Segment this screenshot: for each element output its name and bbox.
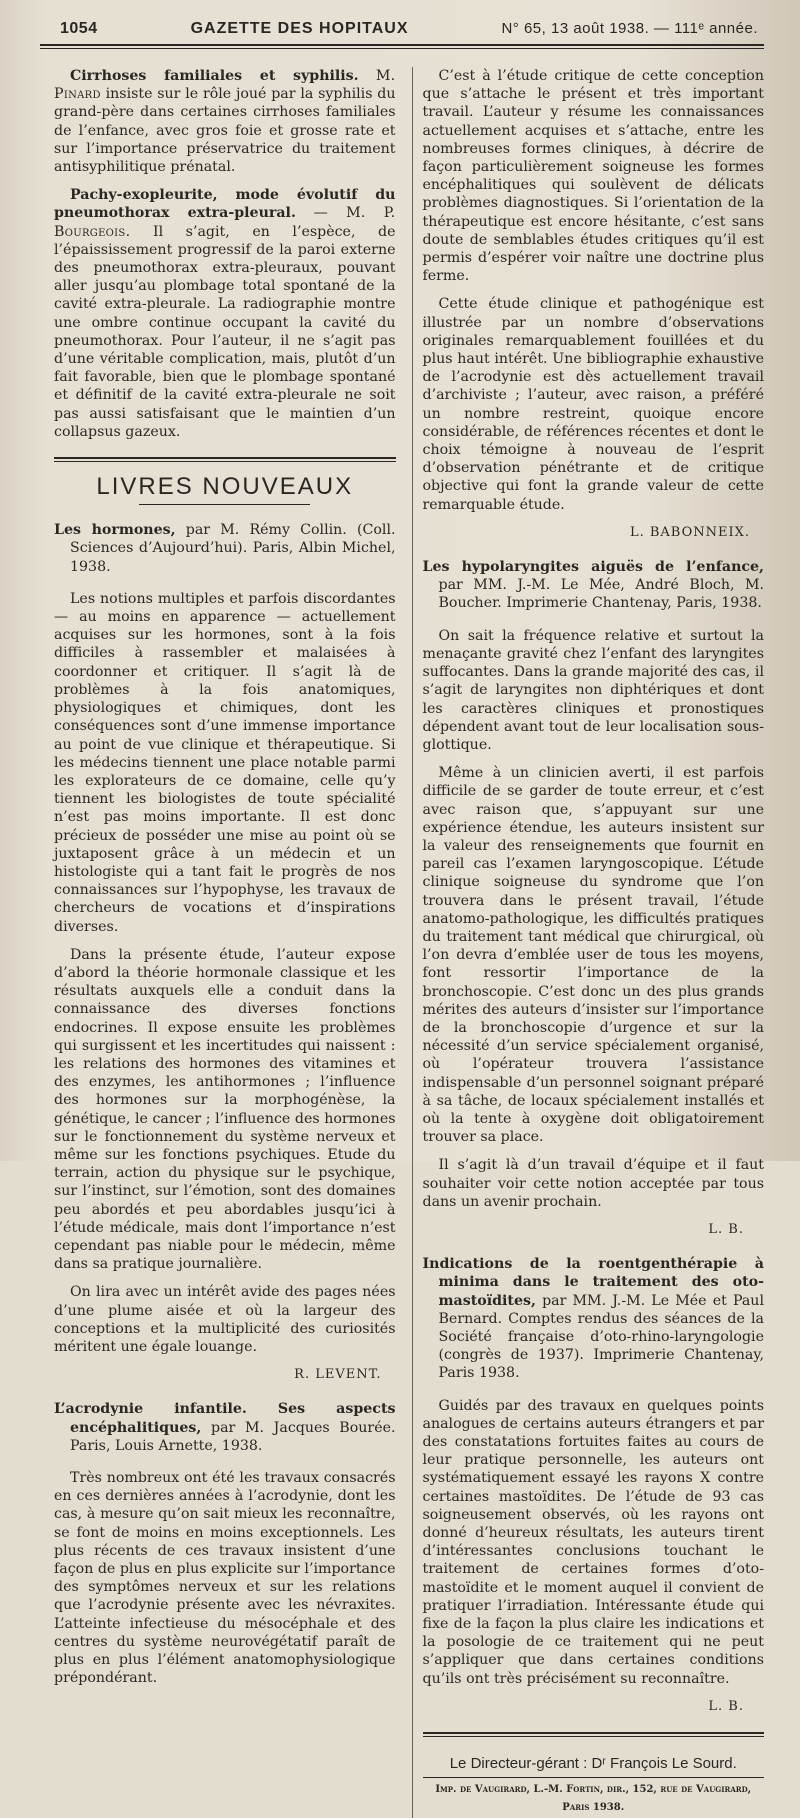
page-header [40, 20, 764, 44]
review-paragraph: Même à un clinicien averti, il est parfois difficile de se garder de toute erreur, et c’est avec raison que, s’appuyant sur une expérience étendue, les auteurs insistent sur la valeur des renseignements que fournit en pareil cas l’examen laryngoscopique. L’étude clinique soigneuse du syndrome que l’on trouvera dans le présent travail, l’étude anatomo-pathologique, les difficultés pratiques du traitement tant médical que chirurgical, où l’on devra d’emblée user de tous les moyens, font ressortir l’importance de la bronchoscopie. C’est donc un des plus grands mérites des auteurs d’insister sur l’importance de la bronchoscopie d’urgence et sur la nécessité d’un service spécialement organisé, où l’opérateur trouvera l’assistance indispensable d’un personnel soignant préparé à sa tâche, de locaux spécialement installés et où la tente à oxygène doit obligatoirement trouver sa place. [422, 765, 764, 1146]
review-paragraph: Il s’agit là d’un travail d’équipe et il faut souhaiter voir cette notion acceptée par tous dans un avenir prochain. [422, 1157, 764, 1210]
review-signature: L. BABONNEIX. [629, 524, 750, 540]
review-paragraph: Les notions multiples et parfois discordantes — au moins en apparence — actuellement acquises sur les hormones, sont à la fois difficiles à rassembler et malaisées à coordonner et critiquer. Il s’agit là de problèmes à la fois anatomiques, physiologiques et chimiques, dont les conséquences sont d’une immense importance au point de vue clinique et thérapeutique. Si les médecins tiennent une place notable parmi les explorateurs de ce domaine, celle qu’y tiennent les biologistes de toute spécialité n’est pas moins importante. Il est donc précieux de posséder une mise au point où se juxtaposent grâce à un médecin et un histologiste qui a tant fait le progrès de nos connaissances sur l’hypophyse, les travaux de chercheurs de vocations et d’inspirations diverses. [54, 590, 396, 935]
book-ref-text: par MM. J.-M. Le Mée et Paul Bernard. Comptes rendus des séances de la Société française d’oto-rhino-laryngologie (congrès de 1937). Imprimerie Chantenay, Paris 1938. [438, 1292, 764, 1382]
book-reference [423, 558, 765, 613]
review-signature: L. B. [708, 1698, 744, 1714]
review-paragraph: Guidés par des travaux en quelques points analogues de certains auteurs étrangers et par des constatations fortuites faites au cours de leur pratique personnelle, les auteurs ont systématiquement essayé les rayons X contre certaines mastoïdites. De l’étude de 93 cas soigneusement observés, où les rayons ont donné d’heureux résultats, les auteurs tirent d’intéressantes conclusions touchant le traitement de certaines formes d’oto-mastoïdite et le moment auquel il convient de pratiquer l’irradiation. Intéressante étude qui fixe de la façon la plus claire les indications et la posologie de ce traitement qui ne peut s’appliquer que dans certaines conditions qu’ils ont très précisément su reconnaître. [422, 1397, 764, 1687]
review-paragraph: On lira avec un intérêt avide des pages nées d’une plume aisée et où la largeur des conceptions et la multiplicité des curiosités méritent une égale louange. [54, 1284, 396, 1355]
article-body: insiste sur le rôle joué par la syphilis du grand-père dans certaines cirrhoses familiales de l’enfance, avec gros foie et grosse rate et sur l’importance préservatrice du traitement antisyphilitique prénatal. [54, 86, 396, 176]
footer-rule [423, 1732, 765, 1737]
header-rule [40, 44, 764, 49]
book-title: Les hypolaryngites aiguës de l’enfance, [422, 559, 764, 576]
book-reference [423, 1255, 765, 1382]
review-paragraph: On sait la fréquence relative et surtout la menaçante gravité chez l’enfant des laryngites suffocantes. Dans la grande majorité des cas, il s’agit de laryngites non diphtériques et dont les caractères cliniques et pronostiques dépendent avant tout de leur localisation sous-glottique. [422, 627, 764, 753]
book-ref-text: par M. Jacques Bourée. Paris, Louis Arnette, 1938. [70, 1419, 396, 1454]
section-title: LIVRES NOUVEAUX [96, 473, 354, 501]
article-title: Cirrhoses familiales et syphilis. [70, 68, 359, 84]
article-cirrhoses [54, 67, 396, 176]
directeur-gerant: Le Directeur-gérant : Dʳ François Le Sourd. [449, 1755, 737, 1773]
issue-info: N° 65, 13 août 1938. — 111ᵉ année. [501, 20, 758, 37]
review-paragraph: Très nombreux ont été les travaux consacrés en ces dernières années à l’acrodynie, dont les cas, à mesure qu’on sait mieux les reconnaître, se font de moins en moins exceptionnels. Les plus récents de ces travaux insistent d’une façon de plus en plus explicite sur l’importance des symptômes nerveux et sur les relations que l’acrodynie présente avec les névraxites. L’atteinte infectieuse du mésocéphale et des centres du système neurovégétatif paraît de plus en plus l’élément anatomophysiologique prépondérant. [54, 1470, 396, 1687]
article-author: — M. P. Bourgeois. [54, 205, 396, 240]
book-reference [54, 1400, 396, 1455]
section-rule [54, 457, 396, 462]
review-paragraph: C’est à l’étude critique de cette conception que s’attache le présent et très important travail. L’auteur y résume les connaissances actuellement acquises et s’attache, entre les nombreuses formes cliniques, à décrire de façon particulièrement soigneuse les formes encéphalitiques qui soulèvent de délicats problèmes diagnostiques. Si l’orientation de la thérapeutique est encore hésitante, c’est sans doute de semblables études critiques qu’il est permis d’espérer voir naître une doctrine plus ferme. [422, 68, 764, 285]
review-signature: R. LEVENT. [294, 1367, 382, 1383]
book-ref-text: par M. Rémy Collin. (Coll. Sciences d’Aujourd’hui). Paris, Albin Michel, 1938. [70, 522, 396, 575]
book-title: L’acrodynie infantile. Ses aspects encéphalitiques, [54, 1401, 396, 1436]
book-title: Les hormones, [54, 522, 176, 539]
right-column [412, 67, 765, 1818]
review-paragraph: Dans la présente étude, l’auteur expose d’abord la théorie hormonale classique et les résultats auxquels elle a conduit dans la connaissance des diverses fonctions endocrines. Il expose ensuite les problèmes qui surgissent et les incertitudes qui naissent : les relations des hormones des vitamines et des enzymes, les antihormones ; l’influence des hormones sur la morphogénèse, la génétique, le cancer ; l’influence des hormones sur le fonctionnement du système nerveux et même sur les fonctions psychiques. Etude du terrain, action du physique sur le psychique, sur l’instinct, sur l’émotion, sont des domaines peu abordés et peu abordables jusqu’ici à l’étude médicale, mais dont l’importance n’est cependant pas niable pour le médecin, même dans sa pratique journalière. [54, 946, 396, 1273]
book-ref-text: par MM. J.-M. Le Mée, André Bloch, M. Boucher. Imprimerie Chantenay, Paris, 1938. [438, 577, 764, 612]
review-paragraph: Cette étude clinique et pathogénique est illustrée par un nombre d’observations originales remarquablement fouillées et du plus haut intérêt. Une bibliographie exhaustive de l’acrodynie est dès actuellement travail d’archiviste ; l’auteur, avec raison, a préféré un nombre restreint, quoique encore considérable, de références récentes et dont le choix témoigne à nouveau de l’esprit d’observation pénétrante et de critique objective qui font la grande valeur de cette remarquable étude. [422, 296, 764, 513]
book-title: Indications de la roentgenthérapie à minima dans le traitement des oto-mastoïdites, [422, 1256, 764, 1309]
article-pachy [54, 186, 396, 441]
left-column [40, 67, 400, 1818]
journal-title: GAZETTE DES HOPITAUX [190, 20, 409, 37]
page-number: 1054 [60, 20, 98, 37]
article-body: Il s’agit, en l’espèce, de l’épaississement progressif de la paroi externe des pneumothorax extra-pleuraux, pouvant aller jusqu’au plombage total spontané de la cavité extra-pleurale. La radiographie montre une ombre continue occupant la cavité du pneumothorax. Pour l’auteur, il ne s’agit pas d’une véritable complication, mais, plutôt d’un fait favorable, bien que le plombage spontané et définitif de la cavité extra-pleurale ne soit pas aussi satisfaisant que le maintien d’un collapsus gazeux. [54, 223, 396, 440]
section-underline [139, 504, 310, 505]
imprint-line: Imp. de Vaugirard, L.-M. Fortin, dir., 152, rue de Vaugirard, Paris 1938. [423, 1777, 765, 1817]
article-title: Pachy-exopleurite, mode évolutif du pneumothorax extra-pleural. [54, 187, 396, 222]
article-author: M. Pinard [54, 68, 396, 103]
review-signature: L. B. [708, 1221, 744, 1237]
columns [40, 67, 764, 1818]
book-reference [54, 521, 396, 576]
